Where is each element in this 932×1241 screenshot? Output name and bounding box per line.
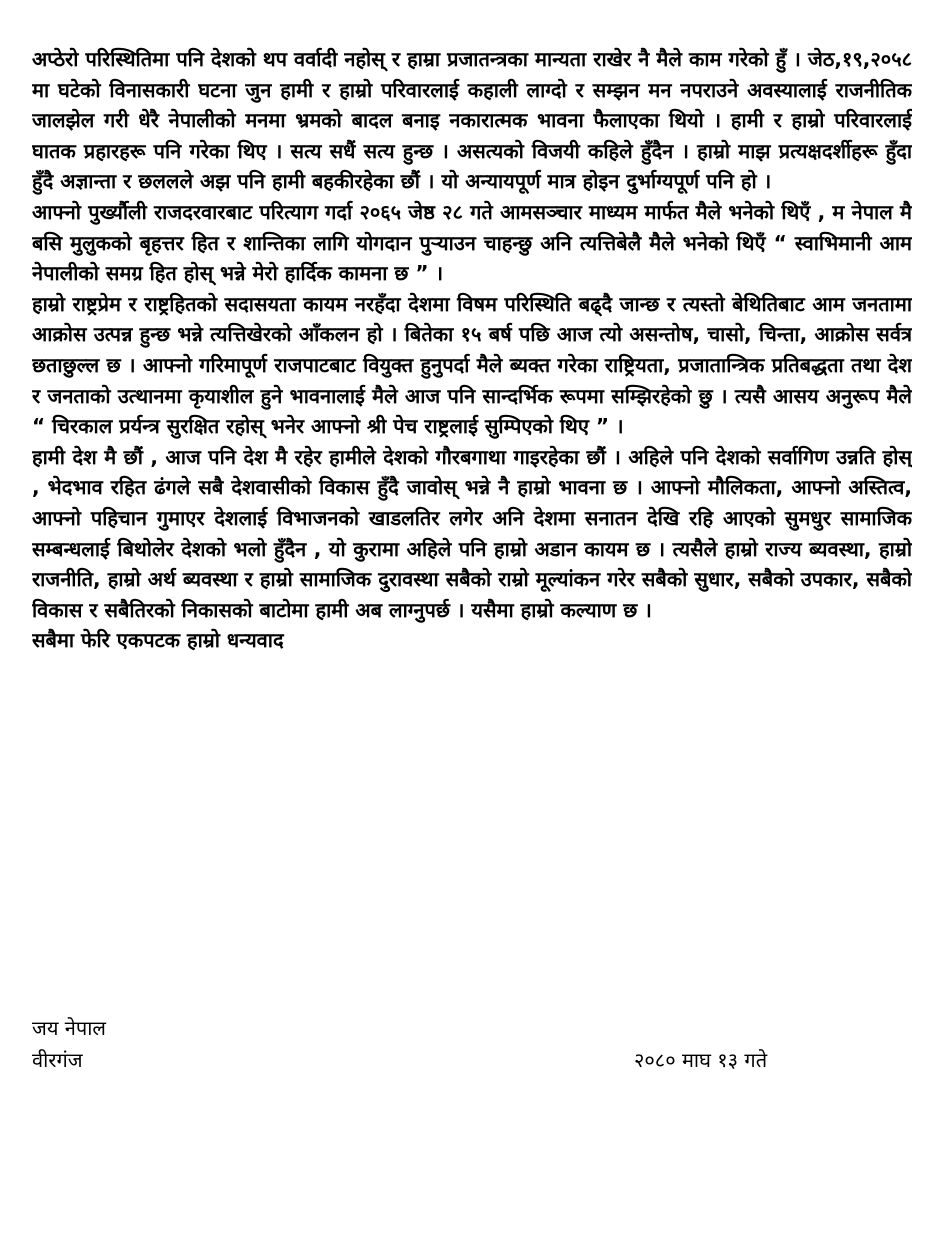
paragraph-4: हामी देश मै छौं , आज पनि देश मै रहेर हामीले देशको गौरबगाथा गाइरहेका छौं । अहिले पनि देशको सर्वागिण उन्नति होस् , भेदभाव रहित ढंगले सबै देशवासीको विकास हुँदै जावोस् भन्ने नै हाम्रो भावना छ । आफ्नो मौलिकता, आफ्नो अस्तित्व, आफ्नो पहिचान गुमाएर देशलाई विभाजनको खाडलतिर लगेर अनि देशमा सनातन देखि रहि आएको सुमधुर सामाजिक सम्बन्धलाई बिथोलेर देशको भलो हुँदैन , यो कुरामा अहिले पनि हाम्रो अडान कायम छ । त्यसैले हाम्रो राज्य ब्यवस्था, हाम्रो राजनीति, हाम्रो अर्थ ब्यवस्था र हाम्रो सामाजिक दुरावस्था सबैको राम्रो मूल्यांकन गरेर सबैको सुधार, सबैको उपकार, सबैको विकास र सबैतिरको निकासको बाटोमा हामी अब लाग्नुपर्छ । यसैमा हाम्रो कल्याण छ । — [32, 444, 912, 622]
paragraph-thanks: सबैमा फेरि एकपटक हाम्रो धन्यवाद — [32, 628, 284, 653]
letter-date: २०८० माघ १३ गते — [634, 1048, 768, 1072]
place-date-row — [32, 1044, 912, 1076]
letter-body — [32, 44, 912, 656]
paragraph-2: आफ्नो पुर्ख्यौली राजदरवारबाट परित्याग गर्दा २०६५ जेष्ठ २८ गते आमसञ्चार माध्यम मार्फत मैले भनेको थिएँ , म नेपाल मै बसि मुलुकको बृहत्तर हित र शान्तिका लागि योगदान पुर्‍याउन चाहन्छु अनि त्यत्तिबेलै मैले भनेको थिएँ “ स्वाभिमानी आम नेपालीको समग्र हित होस् भन्ने मेरो हार्दिक कामना छ ” । — [32, 199, 912, 286]
letter-closing — [32, 1012, 912, 1076]
salutation: जय नेपाल — [32, 1016, 106, 1040]
paragraph-3: हाम्रो राष्ट्रप्रेम र राष्ट्रहितको सदासयता कायम नरहँदा देशमा विषम परिस्थिति बढ्दै जान्छ र त्यस्तो बेथितिबाट आम जनतामा आक्रोस उत्पन्न हुन्छ भन्ने त्यत्तिखेरको आँकलन हो । बितेका १५ बर्ष पछि आज त्यो असन्तोष, चासो, चिन्ता, आक्रोस सर्वत्र छताछुल्ल छ । आफ्नो गरिमापूर्ण राजपाटबाट वियुक्त हुनुपर्दा मैले ब्यक्त गरेका राष्ट्रियता, प्रजातान्त्रिक प्रतिबद्धता तथा देश र जनताको उत्थानमा कृयाशील हुने भावनालाई मैले आज पनि सान्दर्भिक रूपमा सम्झिरहेको छु । त्यसै आसय अनुरूप मैले “ चिरकाल प्रर्यन्त्र सुरक्षित रहोस् भनेर आफ्नो श्री पेच राष्ट्रलाई सुम्पिएको थिए ” । — [32, 291, 912, 439]
paragraph-1: अप्ठेरो परिस्थितिमा पनि देशको थप वर्वादी नहोस् र हाम्रा प्रजातन्त्रका मान्यता राखेर नै मैले काम गरेको हुँ । जेठ,१९,२०५८ मा घटेको विनासकारी घटना जुन हामी र हाम्रो परिवारलाई कहाली लाग्दो र सम्झन मन नपराउने अवस्यालाई राजनीतिक जालझेल गरी धेरै नेपालीको मनमा भ्रमको बादल बनाइ नकारात्मक भावना फैलाएका थियो । हामी र हाम्रो परिवारलाई घातक प्रहारहरू पनि गरेका थिए । सत्य सधैं सत्य हुन्छ । असत्यको विजयी कहिले हुँदैन । हाम्रो माझ प्रत्यक्षदर्शीहरू हुँदा हुँदै अज्ञान्ता र छललले अझ पनि हामी बहकीरहेका छौं । यो अन्यायपूर्ण मात्र होइन दुर्भाग्यपूर्ण पनि हो । — [32, 47, 912, 194]
letter-page — [32, 44, 912, 1224]
place: वीरगंज — [32, 1048, 83, 1072]
